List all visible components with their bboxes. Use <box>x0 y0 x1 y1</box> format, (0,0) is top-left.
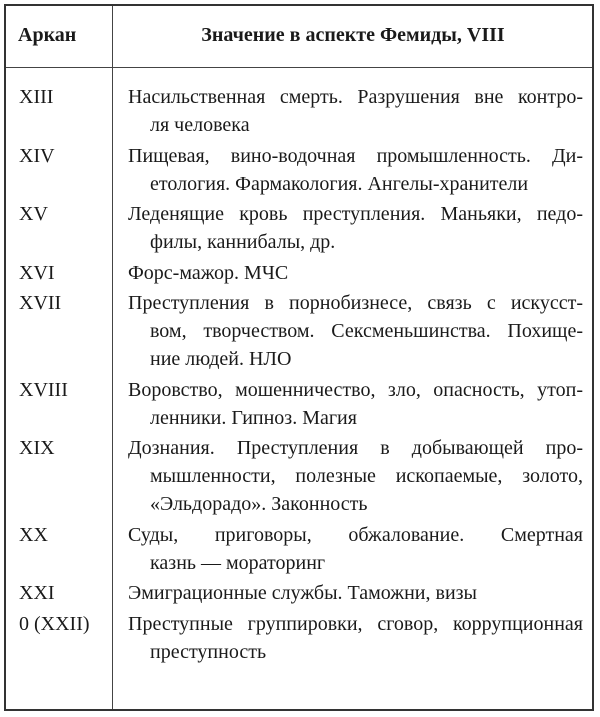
meaning-line: ля человека <box>150 114 250 136</box>
meaning-cell <box>128 376 583 432</box>
arcana-cell: XVII <box>19 292 62 314</box>
meaning-cell <box>128 610 583 666</box>
table-row <box>6 579 592 607</box>
meaning-line: ленники. Гипноз. Магия <box>150 406 357 429</box>
meaning-cell <box>128 579 583 607</box>
header-meaning: Значение в аспекте Фемиды, VIII <box>201 24 505 46</box>
meaning-cell <box>128 259 583 287</box>
table-row <box>6 376 592 432</box>
meaning-line: Насильственная смерть. Разрушения вне контро- <box>128 86 583 108</box>
table-body <box>6 68 592 668</box>
meaning-line: Преступления в порнобизнесе, связь с искусст- <box>128 292 583 314</box>
meaning-line: ние людей. НЛО <box>150 348 292 370</box>
table-row <box>6 83 592 139</box>
meaning-line: «Эльдорадо». Законность <box>150 493 368 515</box>
meaning-line: филы, каннибалы, др. <box>150 231 336 253</box>
arcana-cell: XX <box>19 523 48 546</box>
arcana-cell: XVI <box>19 261 55 284</box>
meaning-line: Пищевая, вино-водочная промышленность. Ди- <box>128 144 583 167</box>
meaning-line: Эмиграционные службы. Таможни, визы <box>128 582 477 604</box>
meaning-line: етология. Фармакология. Ангелы-хранители <box>150 172 529 195</box>
meaning-cell <box>128 83 583 139</box>
arcana-cell: XIX <box>19 437 55 459</box>
meaning-cell <box>128 289 583 373</box>
meaning-line: казнь — мораторинг <box>150 551 326 574</box>
meaning-line: Воровство, мошенничество, зло, опасность, утоп- <box>128 378 583 401</box>
table-row <box>6 289 592 373</box>
arcana-table <box>4 4 594 711</box>
meaning-cell <box>128 142 583 198</box>
table-header <box>6 6 592 68</box>
meaning-line: Преступные группировки, сговор, коррупционная <box>128 612 583 635</box>
arcana-cell: XIV <box>19 144 55 167</box>
meaning-cell <box>128 200 583 256</box>
table-row <box>6 142 592 198</box>
table-row <box>6 610 592 666</box>
meaning-line: вом, творчеством. Сексменьшинства. Похище- <box>150 320 583 342</box>
table-row <box>6 259 592 287</box>
meaning-line: Форс-мажор. МЧС <box>128 261 289 284</box>
meaning-line: Суды, приговоры, обжалование. Смертная <box>128 523 583 546</box>
meaning-line: Леденящие кровь преступления. Маньяки, педо- <box>128 203 583 225</box>
meaning-cell <box>128 521 583 577</box>
table-row <box>6 200 592 256</box>
arcana-cell: XV <box>19 203 48 225</box>
header-arcana: Аркан <box>18 24 77 46</box>
meaning-cell <box>128 434 583 518</box>
arcana-cell: XXI <box>19 582 55 604</box>
meaning-line: Дознания. Преступления в добывающей про- <box>128 437 583 459</box>
table-row <box>6 521 592 577</box>
arcana-cell: 0 (XXII) <box>19 612 90 635</box>
meaning-line: преступность <box>150 640 267 663</box>
arcana-cell: XIII <box>19 86 54 108</box>
arcana-cell: XVIII <box>19 378 68 401</box>
table-row <box>6 434 592 518</box>
meaning-line: мышленности, полезные ископаемые, золото, <box>150 465 583 487</box>
